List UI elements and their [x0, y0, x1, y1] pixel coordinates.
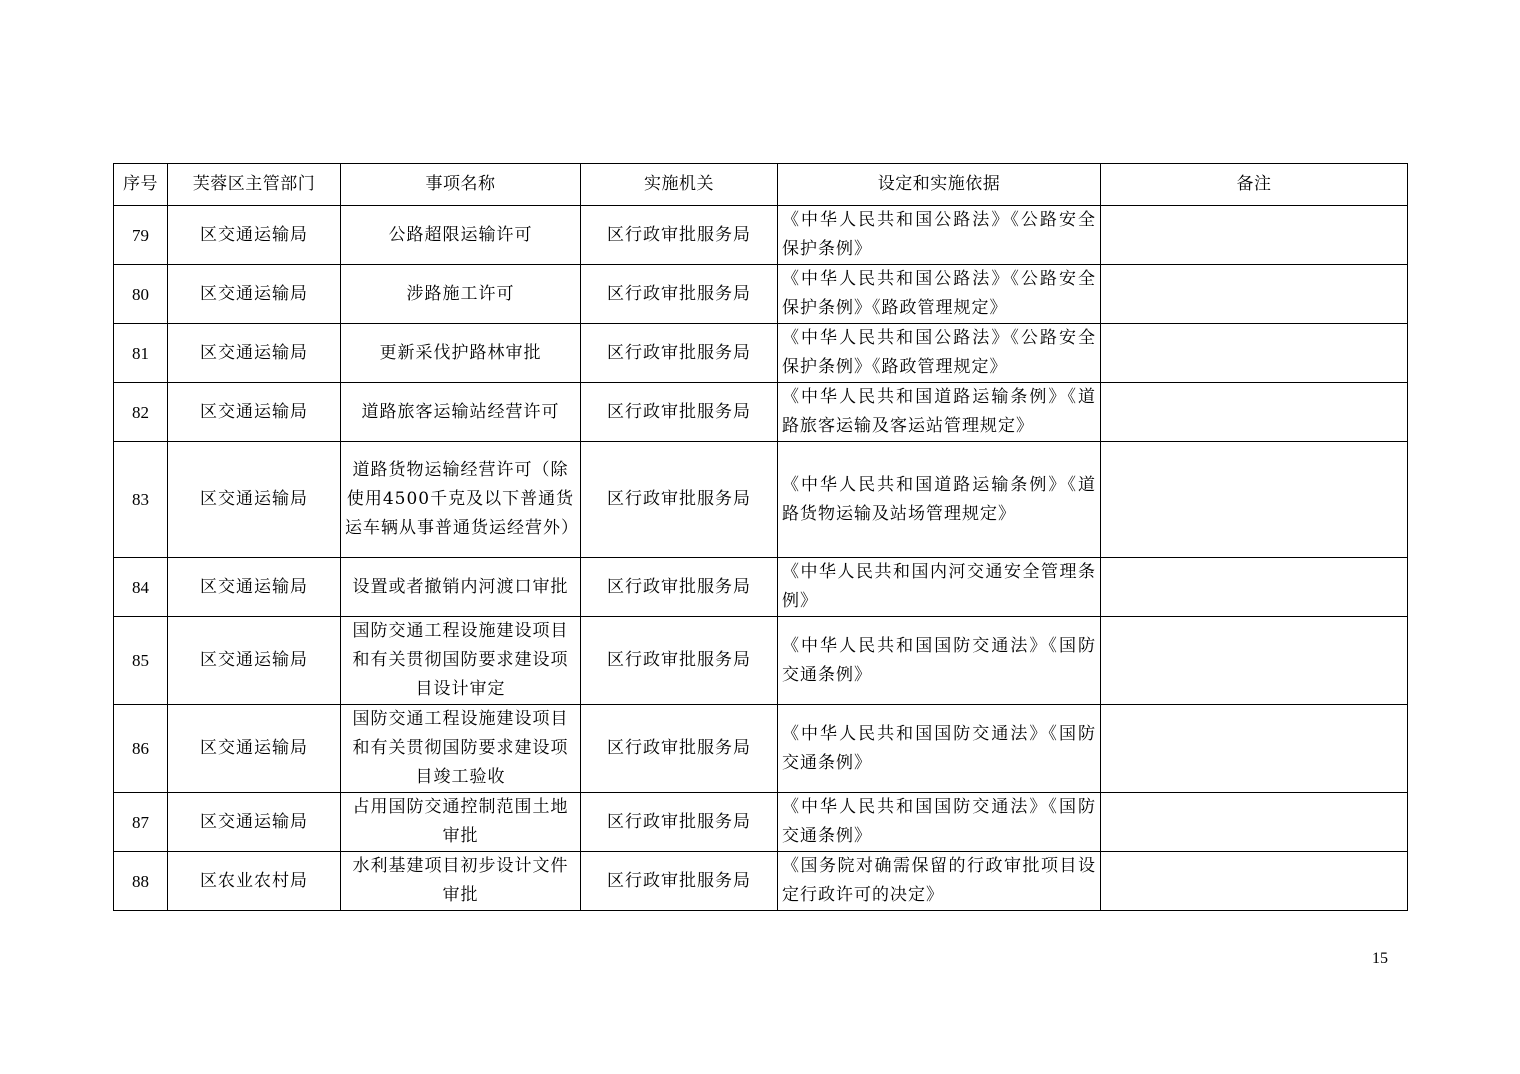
cell-basis: 《中华人民共和国国防交通法》《国防交通条例》 — [778, 705, 1101, 793]
table-row — [114, 793, 1408, 852]
cell-seq: 83 — [114, 442, 168, 558]
cell-note — [1101, 324, 1408, 383]
header-seq: 序号 — [114, 164, 168, 206]
cell-item: 道路货物运输经营许可（除使用4500千克及以下普通货运车辆从事普通货运经营外） — [341, 442, 581, 558]
cell-note — [1101, 705, 1408, 793]
cell-basis: 《中华人民共和国道路运输条例》《道路旅客运输及客运站管理规定》 — [778, 383, 1101, 442]
cell-note — [1101, 442, 1408, 558]
cell-org: 区行政审批服务局 — [581, 558, 778, 617]
cell-note — [1101, 383, 1408, 442]
cell-seq: 86 — [114, 705, 168, 793]
cell-org: 区行政审批服务局 — [581, 383, 778, 442]
cell-seq: 82 — [114, 383, 168, 442]
cell-seq: 84 — [114, 558, 168, 617]
cell-item: 国防交通工程设施建设项目和有关贯彻国防要求建设项目竣工验收 — [341, 705, 581, 793]
header-note: 备注 — [1101, 164, 1408, 206]
cell-dept: 区交通运输局 — [168, 265, 341, 324]
cell-org: 区行政审批服务局 — [581, 705, 778, 793]
cell-org: 区行政审批服务局 — [581, 442, 778, 558]
cell-item: 国防交通工程设施建设项目和有关贯彻国防要求建设项目设计审定 — [341, 617, 581, 705]
cell-seq: 81 — [114, 324, 168, 383]
cell-seq: 88 — [114, 852, 168, 911]
cell-basis: 《中华人民共和国内河交通安全管理条例》 — [778, 558, 1101, 617]
table-row — [114, 705, 1408, 793]
table-header-row — [114, 164, 1408, 206]
cell-item: 公路超限运输许可 — [341, 206, 581, 265]
cell-seq: 85 — [114, 617, 168, 705]
cell-basis: 《中华人民共和国国防交通法》《国防交通条例》 — [778, 617, 1101, 705]
cell-dept: 区交通运输局 — [168, 617, 341, 705]
cell-seq: 87 — [114, 793, 168, 852]
cell-dept: 区交通运输局 — [168, 705, 341, 793]
cell-basis: 《中华人民共和国道路运输条例》《道路货物运输及站场管理规定》 — [778, 442, 1101, 558]
cell-note — [1101, 265, 1408, 324]
table-row — [114, 852, 1408, 911]
cell-dept: 区交通运输局 — [168, 206, 341, 265]
cell-note — [1101, 558, 1408, 617]
cell-item: 更新采伐护路林审批 — [341, 324, 581, 383]
header-org: 实施机关 — [581, 164, 778, 206]
cell-basis: 《中华人民共和国公路法》《公路安全保护条例》《路政管理规定》 — [778, 324, 1101, 383]
cell-note — [1101, 206, 1408, 265]
table-row — [114, 617, 1408, 705]
cell-basis: 《中华人民共和国公路法》《公路安全保护条例》《路政管理规定》 — [778, 265, 1101, 324]
cell-item: 占用国防交通控制范围土地审批 — [341, 793, 581, 852]
table-row — [114, 442, 1408, 558]
cell-org: 区行政审批服务局 — [581, 265, 778, 324]
cell-item: 道路旅客运输站经营许可 — [341, 383, 581, 442]
cell-org: 区行政审批服务局 — [581, 617, 778, 705]
table-row — [114, 558, 1408, 617]
cell-seq: 80 — [114, 265, 168, 324]
cell-item: 设置或者撤销内河渡口审批 — [341, 558, 581, 617]
cell-basis: 《中华人民共和国国防交通法》《国防交通条例》 — [778, 793, 1101, 852]
cell-note — [1101, 852, 1408, 911]
cell-dept: 区交通运输局 — [168, 324, 341, 383]
cell-org: 区行政审批服务局 — [581, 206, 778, 265]
table-row — [114, 383, 1408, 442]
approval-items-table — [113, 163, 1408, 911]
cell-org: 区行政审批服务局 — [581, 793, 778, 852]
cell-org: 区行政审批服务局 — [581, 852, 778, 911]
table-row — [114, 324, 1408, 383]
cell-seq: 79 — [114, 206, 168, 265]
cell-note — [1101, 617, 1408, 705]
cell-dept: 区交通运输局 — [168, 793, 341, 852]
table-row — [114, 265, 1408, 324]
cell-basis: 《国务院对确需保留的行政审批项目设定行政许可的决定》 — [778, 852, 1101, 911]
cell-org: 区行政审批服务局 — [581, 324, 778, 383]
cell-dept: 区交通运输局 — [168, 558, 341, 617]
cell-item: 水利基建项目初步设计文件审批 — [341, 852, 581, 911]
header-basis: 设定和实施依据 — [778, 164, 1101, 206]
page-number: 15 — [1372, 950, 1388, 967]
cell-item: 涉路施工许可 — [341, 265, 581, 324]
header-item: 事项名称 — [341, 164, 581, 206]
cell-note — [1101, 793, 1408, 852]
cell-basis: 《中华人民共和国公路法》《公路安全保护条例》 — [778, 206, 1101, 265]
cell-dept: 区农业农村局 — [168, 852, 341, 911]
table-row — [114, 206, 1408, 265]
cell-dept: 区交通运输局 — [168, 442, 341, 558]
cell-dept: 区交通运输局 — [168, 383, 341, 442]
header-dept: 芙蓉区主管部门 — [168, 164, 341, 206]
